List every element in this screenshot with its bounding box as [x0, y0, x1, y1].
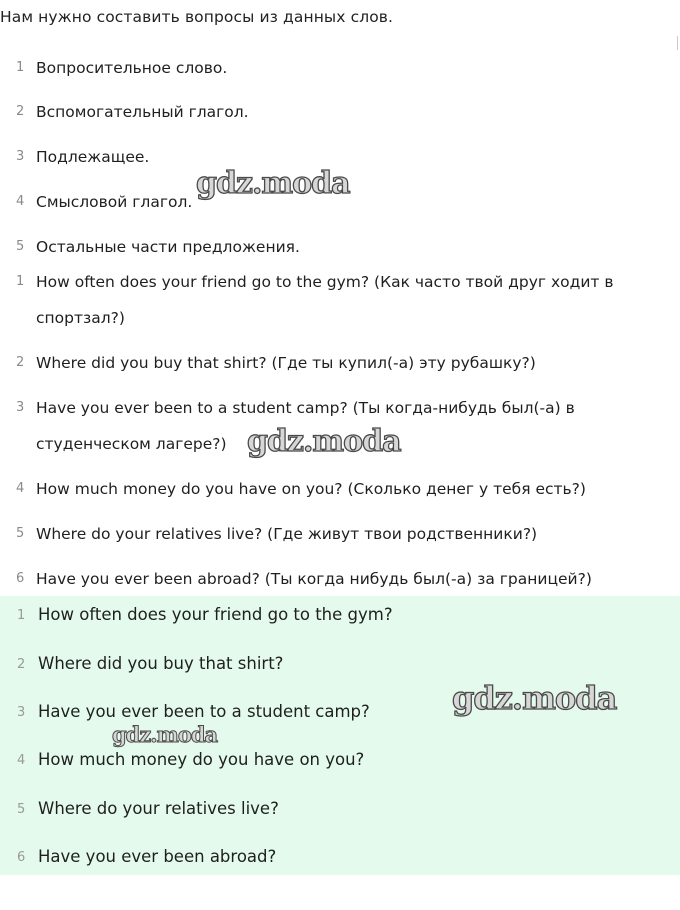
item-text: Where did you buy that shirt? (Где ты купил(-а) эту рубашку?) — [36, 354, 536, 372]
item-number: 1 — [17, 608, 26, 623]
item-number: 4 — [16, 194, 25, 209]
item-text: Смысловой глагол. — [36, 193, 193, 211]
item-number: 4 — [16, 481, 25, 496]
item-text: Подлежащее. — [36, 148, 150, 166]
scrollbar-indicator[interactable] — [677, 36, 678, 50]
item-number: 4 — [17, 753, 26, 768]
item-text: Вопросительное слово. — [36, 59, 228, 77]
item-number: 3 — [16, 149, 25, 164]
item-number: 5 — [16, 239, 25, 254]
item-text: How often does your friend go to the gym? — [38, 605, 393, 624]
intro-text: Нам нужно составить вопросы из данных слов. — [0, 8, 394, 26]
answers-panel — [0, 596, 680, 875]
item-text: Where do your relatives live? (Где живут твои родственники?) — [36, 525, 538, 543]
item-text: Have you ever been to a student camp? — [38, 702, 370, 721]
item-number: 2 — [17, 657, 26, 672]
watermark-logo: gdz.moda — [247, 424, 401, 459]
item-text: How much money do you have on you? — [38, 750, 365, 769]
item-number: 6 — [16, 571, 25, 586]
item-number: 3 — [17, 705, 26, 720]
item-number: 3 — [16, 400, 25, 415]
item-text: Have you ever been abroad? (Ты когда нибудь был(-а) за границей?) — [36, 570, 592, 588]
item-text: How much money do you have on you? (Сколько денег у тебя есть?) — [36, 480, 586, 498]
watermark-logo: gdz.moda — [452, 679, 617, 717]
item-text: Вспомогательный глагол. — [36, 103, 249, 121]
item-text: Where did you buy that shirt? — [38, 654, 284, 673]
item-number: 2 — [16, 104, 25, 119]
item-number: 1 — [16, 274, 25, 289]
item-number: 5 — [17, 802, 26, 817]
item-number: 1 — [16, 60, 25, 75]
item-text: Have you ever been abroad? — [38, 847, 277, 866]
item-number: 5 — [16, 526, 25, 541]
item-number: 2 — [16, 355, 25, 370]
watermark-logo: gdz.moda — [112, 722, 218, 747]
item-text: Have you ever been to a student camp? (Ты когда-нибудь был(-а) в студенческом лагере?) — [36, 399, 575, 453]
item-text: Остальные части предложения. — [36, 238, 300, 256]
item-text: How often does your friend go to the gym? (Как часто твой друг ходит в спортзал?) — [36, 273, 614, 327]
watermark-logo: gdz.moda — [196, 166, 350, 201]
item-text: Where do your relatives live? — [38, 799, 279, 818]
item-number: 6 — [17, 850, 26, 865]
